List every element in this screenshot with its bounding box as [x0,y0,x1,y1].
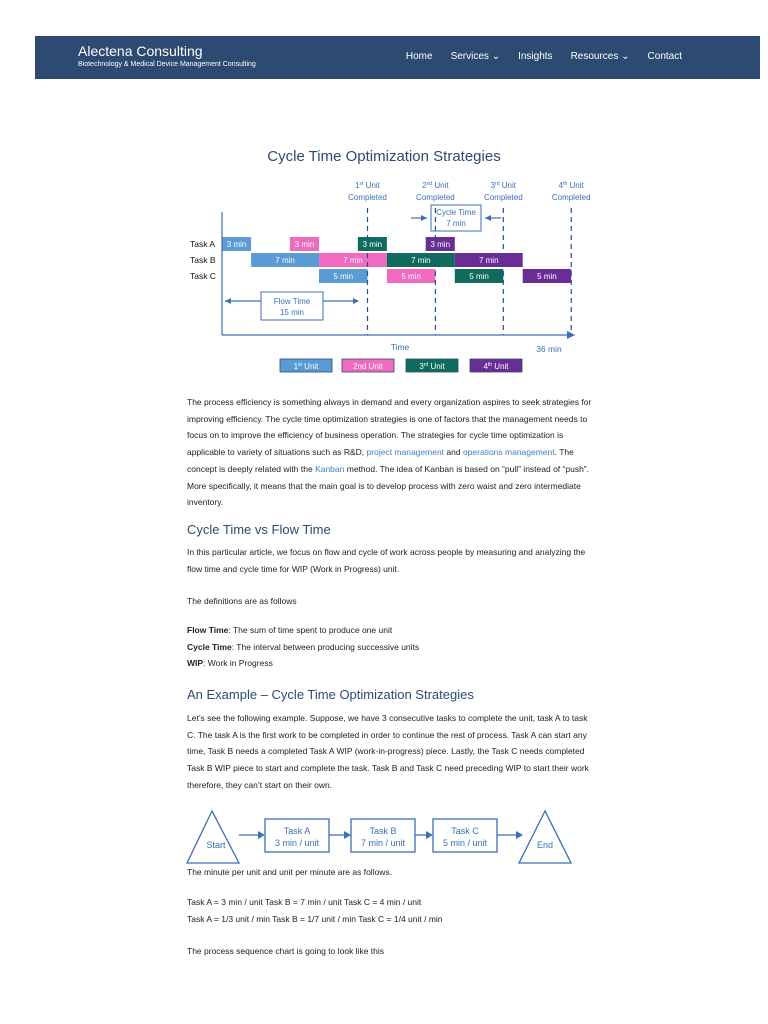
gantt-bar-label: 5 min [469,272,489,281]
flow-arrow-head [258,831,265,839]
flow-task-b-rate: 7 min / unit [360,838,406,848]
flow-task-a [265,819,329,852]
flow-time-value: 15 min [279,308,305,317]
kanban-link[interactable]: Kanban [315,463,345,474]
flow-start-node [187,811,239,863]
intro-paragraph: The process efficiency is something always in demand and every organization aspires to seek strategies for improving efficiency. The cycle time optimization strategies is one of factors that the management needs to focus on to improve the efficiency of business operation. The strategies for cycle time optimization is applicable to variety of situations such as R&D, project management and operations management. The concept is deeply related with the Kanban method. The idea of Kanban is based on “pull” instead of “push”. More specifically, it means that the main goal is to develop process with zero waist and zero intermediate inventory. [187,397,592,508]
completion-sub-label: Completed [348,193,387,202]
rates-lines: Task A = 3 min / unit Task B = 7 min / unit Task C = 4 min / unit Task A = 1/3 unit / min Task B = 1/7 unit / min Task C = 1/4 unit / min [187,897,443,924]
nav-contact[interactable]: Contact [647,51,682,62]
site-tagline: Biotechnology & Medical Device Management Consulting [78,61,256,68]
gantt-bar-label: 3 min [294,240,315,249]
x-axis-arrow [567,331,575,339]
process-sequence-chart [183,170,591,377]
gantt-bar-label: 3 min [430,240,451,249]
rates-intro: The minute per unit and unit per minute are as follows. [187,867,393,877]
legend-label: 4th Unit [483,362,509,371]
cycle-time-annotation [411,205,501,231]
completion-label: 3rd Unit [490,181,516,190]
task-a-label: Task A [190,239,216,249]
completion-label: 1st Unit [355,181,380,190]
section1-paragraph: In this particular article, we focus on flow and cycle of work across people by measuring and analyzing the flow time and cycle time for WIP (Work in Progress) unit. [187,547,586,574]
page-title: Cycle Time Optimization Strategies [267,148,501,165]
definitions-intro: The definitions are as follows [187,596,297,606]
flow-arrow-head [344,831,351,839]
flow-task-b-name: Task B [369,826,397,836]
nav-home[interactable]: Home [405,51,433,62]
flow-end-label: End [536,840,554,850]
gantt-bar-label: 5 min [401,272,421,281]
section-heading-example: An Example – Cycle Time Optimization Strategies [187,687,474,702]
gantt-bar-label: 7 min [343,256,363,265]
flow-start-label: Start [206,840,226,850]
site-logo-name[interactable]: Alectena Consulting [78,43,203,59]
flow-end-node [519,811,571,863]
gantt-bar-label: 3 min [362,240,383,249]
operations-management-link[interactable]: operations management [462,447,555,458]
unit-completed-labels [348,181,590,202]
x-axis-label: Time [390,342,410,352]
flow-task-a-rate: 3 min / unit [274,838,320,848]
project-management-link[interactable]: project management [366,447,445,458]
flow-task-c [433,819,497,852]
task-flow-diagram [185,808,585,866]
gantt-bar-label: 7 min [478,256,499,265]
completion-sub-label: Completed [483,193,523,202]
nav-insights[interactable]: Insights [518,51,553,62]
sequence-chart-intro: The process sequence chart is going to look like this [187,946,385,956]
completion-sub-label: Completed [551,193,591,202]
completion-label: 4th Unit [558,181,584,190]
flow-time-label: Flow Time [273,297,311,306]
legend-label: 3rd Unit [419,362,445,371]
gantt-bars [222,237,571,283]
site-header [35,36,760,79]
task-c-label: Task C [190,271,216,281]
gantt-bar-label: 7 min [411,256,431,265]
main-nav [406,51,682,62]
gantt-bar-label: 3 min [226,240,247,249]
legend-label: 1st Unit [293,362,319,371]
flow-task-a-name: Task A [283,826,311,836]
completion-sub-label: Completed [416,193,455,202]
section2-paragraph: Let’s see the following example. Suppose, we have 3 consecutive tasks to complete the unit, task A to task C. The task A is the first work to be completed in order to continue the rest of process. Task A can start any time, Task B needs a completed Task A WIP (work-in-progress) piece. Lastly, the Task C needs completed Task B WIP piece to start and complete the task. Task B and Task C need preceding WIP to start their work therefore, they can’t start on their own. [187,713,589,790]
unit-legend [280,359,522,372]
flow-task-b [351,819,415,852]
nav-resources[interactable]: Resources ⌄ [570,51,630,62]
flow-task-c-name: Task C [451,826,479,836]
cycle-time-label: Cycle Time [436,208,476,217]
gantt-bar-label: 5 min [537,272,557,281]
flow-arrow-head [426,831,433,839]
legend-label: 2nd Unit [353,362,383,371]
gantt-bar-label: 7 min [275,256,295,265]
completion-label: 2nd Unit [422,181,449,190]
definitions-list: Flow Time: The sum of time spent to produce one unit Cycle Time: The interval between producing successive units WIP: Work in Progress [187,625,420,669]
task-b-label: Task B [190,255,216,265]
gantt-bar-label: 5 min [333,272,354,281]
flow-time-annotation [225,292,359,320]
flow-arrow-head [516,831,523,839]
nav-services[interactable]: Services ⌄ [450,51,501,62]
flow-task-c-rate: 5 min / unit [442,838,488,848]
section-heading-cycle-vs-flow: Cycle Time vs Flow Time [187,522,331,537]
cycle-time-value: 7 min [446,219,466,228]
x-axis-end-label: 36 min [536,344,562,354]
